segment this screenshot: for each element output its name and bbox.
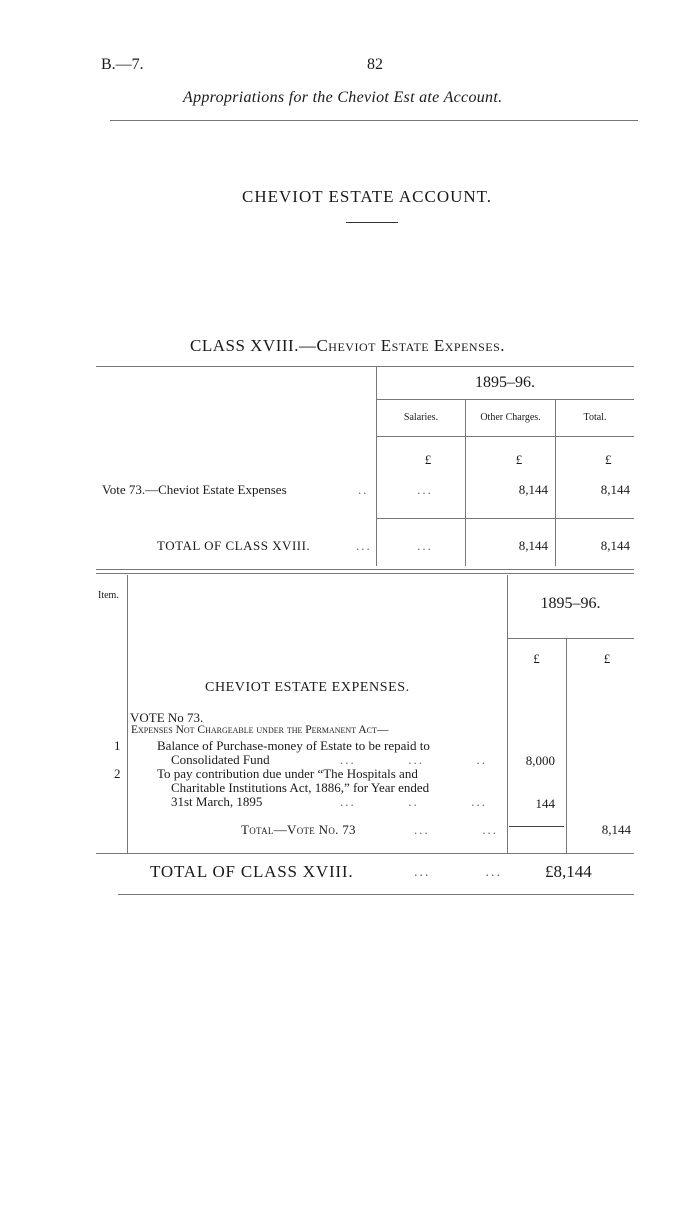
grand-total-rule [118,894,634,895]
vote-heading: VOTE No 73. [130,710,204,725]
detail-bottom-rule [96,853,634,854]
summary-row-total: 8,144 [600,482,630,497]
detail-subtotal-rule [509,826,564,827]
summary-year: 1895–96. [475,374,535,391]
vote-total-value: 8,144 [601,822,631,837]
vote-total-label: Total—Vote No. 73 [241,822,356,837]
grand-total-label: TOTAL OF CLASS XVIII. [150,862,354,881]
other-charges-currency: £ [515,452,523,467]
title-underline [346,222,398,223]
page-number: 82 [367,56,383,73]
summary-year-rule [376,399,634,400]
summary-total-label: TOTAL OF CLASS XVIII. [157,538,311,553]
detail-top-rule-1 [96,569,634,570]
summary-row-leader: .. [358,482,369,497]
running-title: Appropriations for the Cheviot Est ate Account. [183,89,503,106]
vote-subheading: Expenses Not Chargeable under the Permanent Act— [131,724,389,736]
salaries-header: Salaries. [403,412,439,423]
header-rule [110,120,638,121]
detail-top-rule-2 [96,573,634,574]
item-2-line-2: Charitable Institutions Act, 1886,” for Year ended [171,780,430,795]
summary-total-rule [376,518,634,519]
detail-year: 1895–96. [540,595,601,612]
page-reference: B.—7. [101,56,144,73]
item-1-line-2: Consolidated Fund [171,752,270,767]
summary-header-rule [376,436,634,437]
summary-row-salaries: ... [417,482,433,497]
section-title: CHEVIOT ESTATE ACCOUNT. [242,187,493,206]
item-1-leader: ... ... .. [340,752,487,767]
detail-year-rule [507,638,634,639]
other-charges-header: Other Charges. [480,412,541,423]
detail-amount-divider [507,575,508,853]
detail-currency-2: £ [603,651,611,666]
grand-total-value: £8,144 [545,862,592,881]
summary-row-label: Vote 73.—Cheviot Estate Expenses [102,482,287,497]
detail-currency-1: £ [533,651,540,666]
class-heading [190,336,505,356]
summary-row-other-charges: 8,144 [518,482,548,497]
class-heading-main: CLASS XVIII.— [190,336,317,355]
summary-total-leader: ... [356,538,372,553]
summary-total-total: 8,144 [600,538,630,553]
summary-total-salaries: ... [417,538,433,553]
summary-total-other-charges: 8,144 [518,538,548,553]
item-2-line-1: To pay contribution due under “The Hospitals and [157,766,418,781]
total-header: Total. [583,412,607,423]
vote-total-leader: ... ... [414,822,498,837]
salaries-currency: £ [424,452,432,467]
item-1-line-1: Balance of Purchase-money of Estate to be repaid to [157,738,430,753]
total-currency: £ [605,452,612,467]
item-2-line-3: 31st March, 1895 [171,794,263,809]
item-2-amount: 144 [535,796,555,811]
item-1-amount: 8,000 [525,753,555,768]
item-2-number: 2 [114,766,121,781]
summary-top-rule [96,366,634,367]
item-header: Item. [98,590,119,601]
detail-item-divider [127,575,128,853]
class-heading-sub: Cheviot Estate Expenses. [316,336,506,355]
detail-total-divider [566,638,567,853]
item-1-number: 1 [114,738,121,753]
item-2-leader: ... .. ... [340,794,487,809]
grand-total-leader: ... ... [414,865,502,880]
detail-heading: CHEVIOT ESTATE EXPENSES. [205,680,410,695]
